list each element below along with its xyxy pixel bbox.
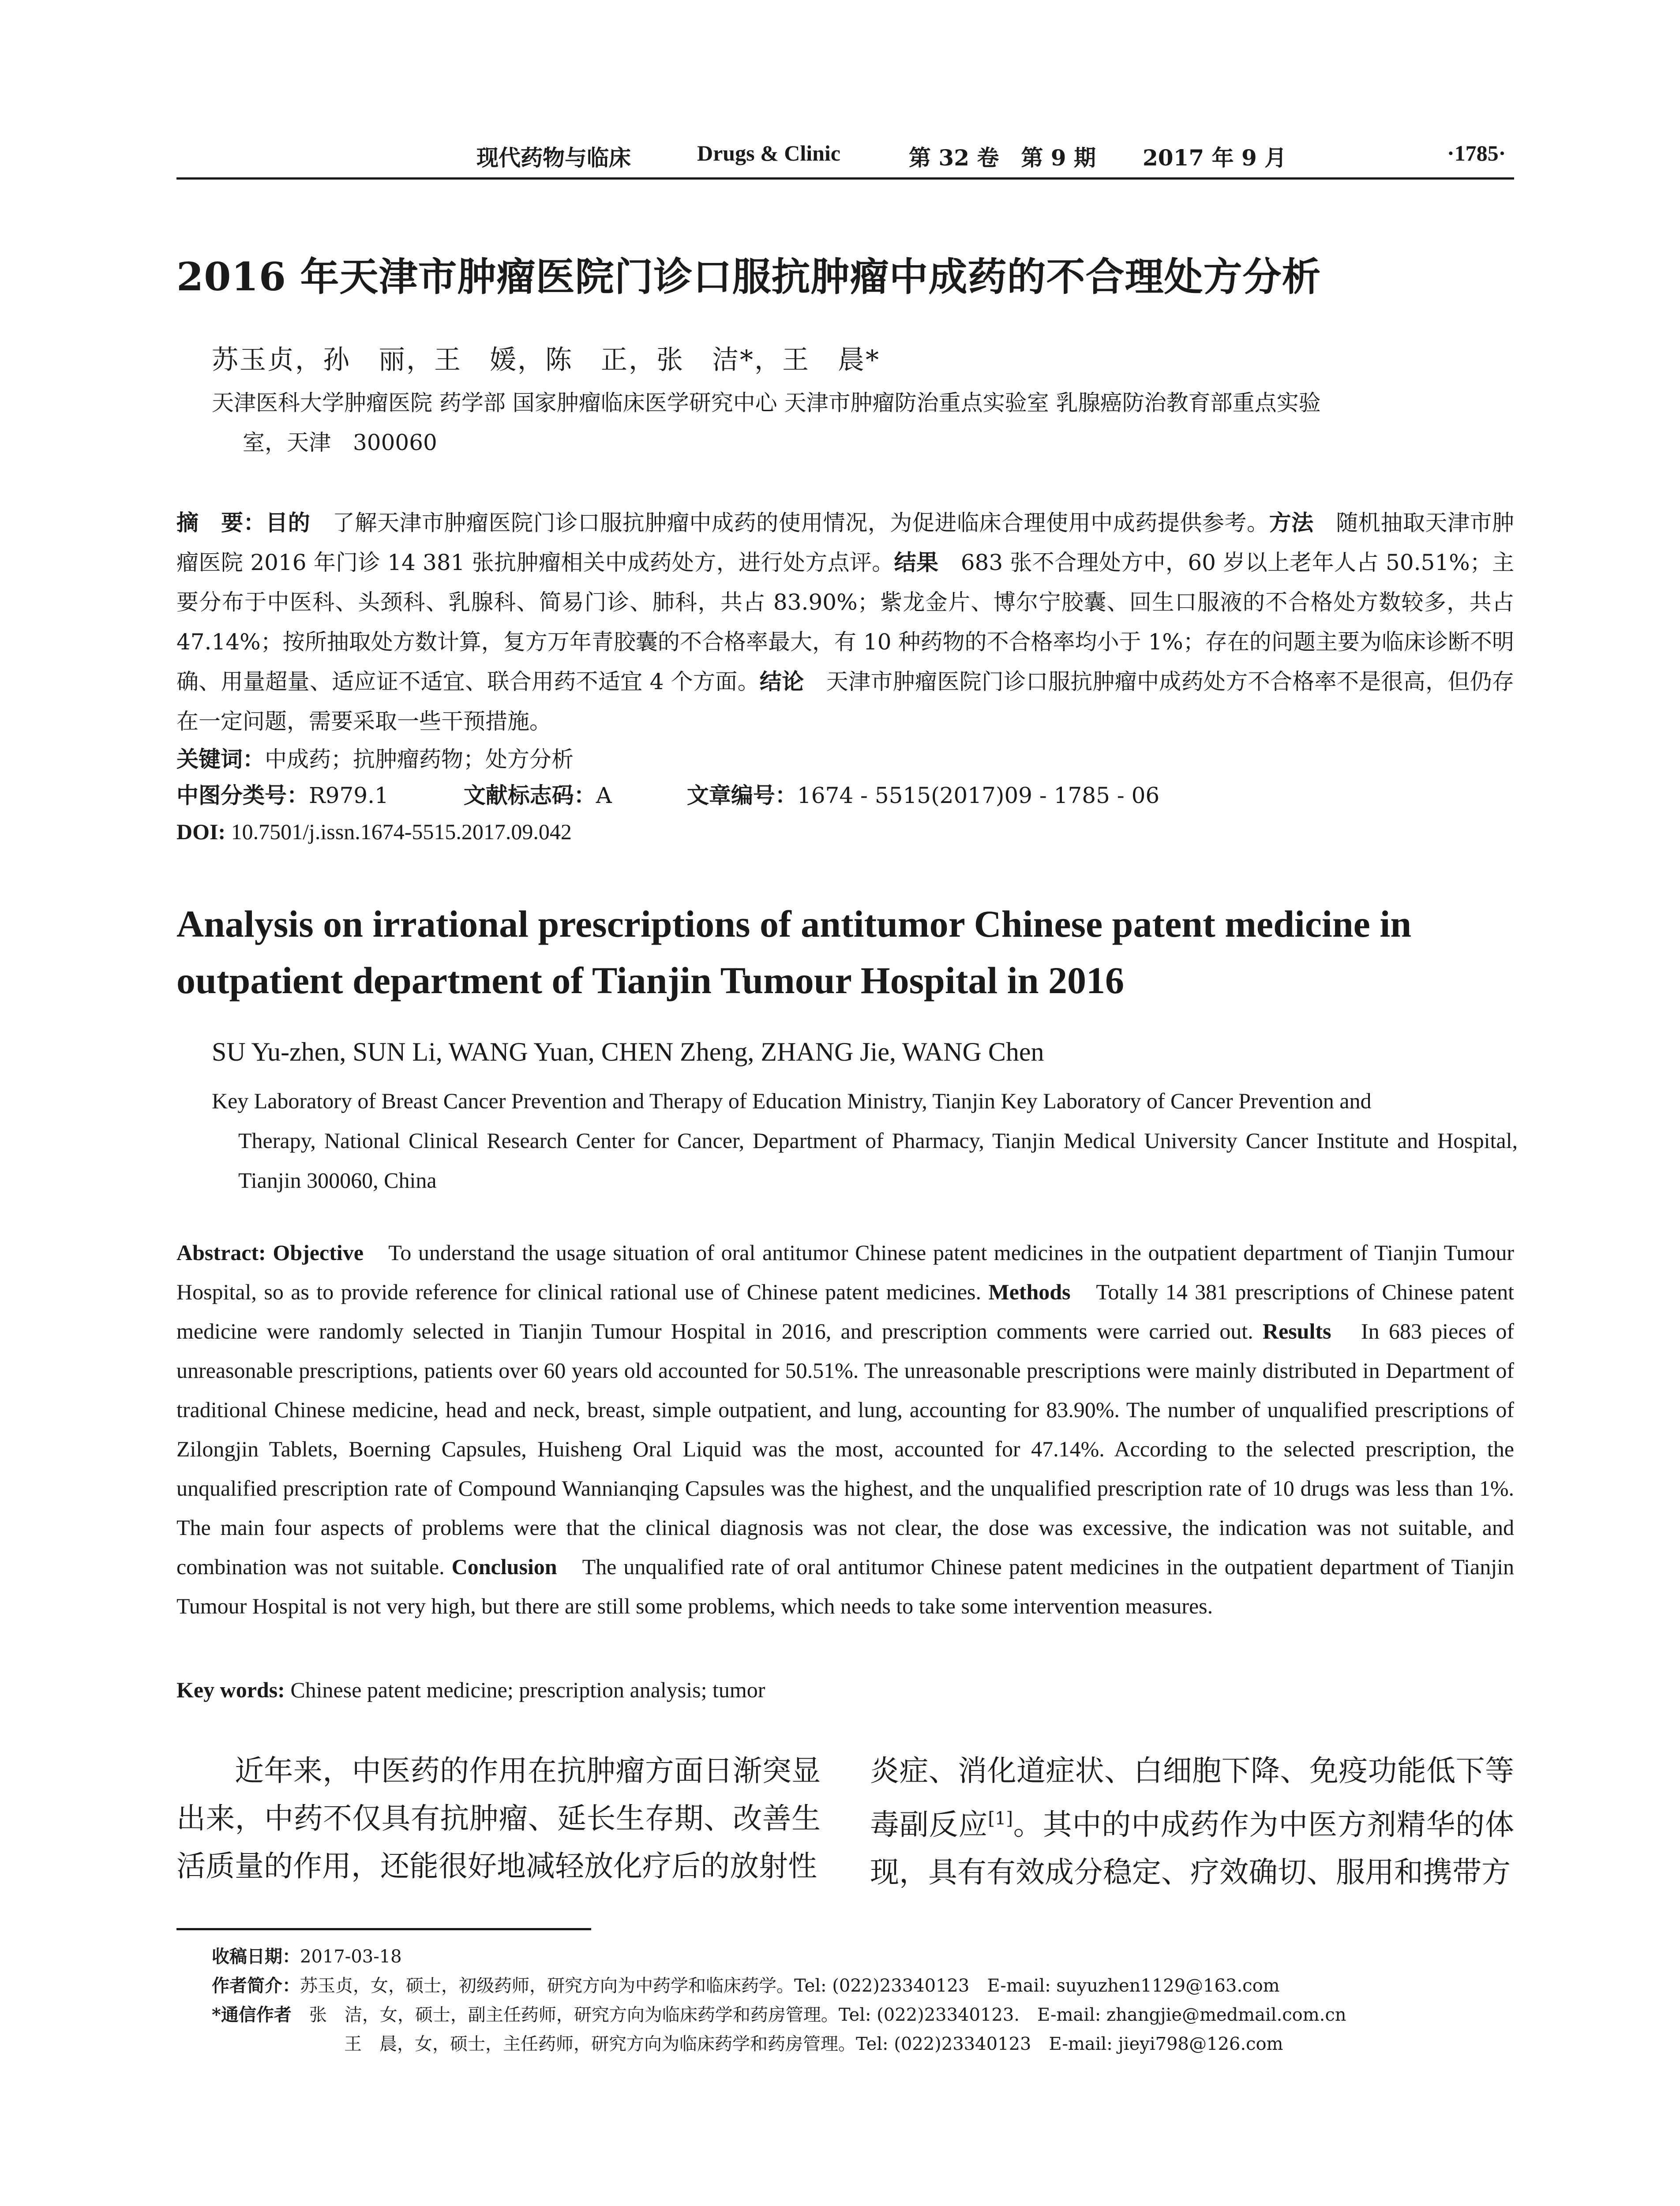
corresponding-author-1: 张 洁，女，硕士，副主任药师，研究方向为临床药学和药房管理。Tel: (022)23340123. E-mail: zhangjie@medmail.com.cn [291,2005,1346,2025]
affiliation-en [212,1081,1518,1200]
issue-date: 2017 年 9 月 [1143,145,1287,171]
objective-cn-text: 了解天津市肿瘤医院门诊口服抗肿瘤中成药的使用情况，为促进临床合理使用中成药提供参考。 [310,510,1269,536]
methods-en-text: Totally 14 381 prescriptions of Chinese patent medicine were randomly selected in Tianjin Tumour Hospital in 2016, and prescription comments were carried out. [176,1279,1514,1343]
affiliation-en-line-1: Key Laboratory of Breast Cancer Prevention and Therapy of Education Ministry, Tianjin Key Laboratory of Cancer Prevention and [212,1088,1372,1113]
doc-code-label: 文献标志码： [463,782,596,808]
conclusion-en-label: Conclusion [451,1554,557,1579]
body-column-right [870,1747,1514,1896]
abstract-en [176,1233,1514,1626]
footnote-corresponding-2 [212,2030,1526,2059]
affiliation-en-line-2: Therapy, National Clinical Research Center for Cancer, Department of Pharmacy, Tianjin Medical University Cancer Institute and Hospital, Tianjin 300060, China [238,1128,1518,1193]
results-en-text: In 683 pieces of unreasonable prescriptions, patients over 60 years old accounted for 50.51%. The unreasonable prescriptions were mainly distributed in Department of traditional Chinese medicine, head and neck, breast, simple outpatient, and lung, accounting for 83.90%. The number of unqualified prescriptions of Zilongjin Tablets, Boerning Capsules, Huisheng Oral Liquid was the most, accounted for 47.14%. According to the selected prescription, the unqualified prescription rate of Compound Wannianqing Capsules was the highest, and the unqualified prescription rate of 10 drugs was less than 1%. The main four aspects of problems were that the clinical diagnosis was not clear, the dose was excessive, the indication was not suitable, and combination was not suitable. [176,1319,1514,1579]
keywords-cn-label: 关键词： [176,746,265,772]
corresponding-label: *通信作者 [212,2004,292,2025]
results-cn-text: 683 张不合理处方中，60 岁以上老年人占 50.51%；主要分布于中医科、头颈科、乳腺科、简易门诊、肺科，共占 83.90%；紫龙金片、博尔宁胶囊、回生口服液的不合格处方数较多，共占 47.14%；按所抽取处方数计算，复方万年青胶囊的不合格率最大，有 10 种药物的不合格率均小于 1%；存在的问题主要为临床诊断不明确、用量超量、适应证不适宜、联合用药不适宜 4 个方面。 [176,550,1515,694]
footnotes [212,1942,1526,2059]
abstract-en-label: Abstract: [176,1240,266,1265]
doi-value: 10.7501/j.issn.1674-5515.2017.09.042 [225,819,572,844]
affiliation-cn [212,383,1526,462]
running-header [176,140,1514,176]
methods-cn-text: 随机抽取天津市肿瘤医院 2016 年门诊 14 381 张抗肿瘤相关中成药处方，进行处方点评。 [176,510,1515,575]
results-en-label: Results [1262,1319,1331,1343]
author-bio-text: 苏玉贞，女，硕士，初级药师，研究方向为中药学和临床药学。Tel: (022)23340123 E-mail: suyuzhen1129@163.com [300,1976,1280,1996]
article-number-value: 1674 - 5515(2017)09 - 1785 - 06 [797,783,1160,808]
author-bio-label: 作者简介： [212,1975,300,1996]
page-number: ·1785· [1447,141,1506,165]
results-cn-label: 结果 [894,549,939,575]
volume-issue: 第 32 卷 第 9 期 [909,145,1096,171]
corresponding-author-2: 王 晨，女，硕士，主任药师，研究方向为临床药学和药房管理。Tel: (022)23340123 E-mail: jieyi798@126.com [344,2034,1283,2054]
classification-line [176,777,1514,814]
doi-label: DOI: [176,819,226,844]
methods-en-label: Methods [988,1279,1071,1304]
conclusion-cn-label: 结论 [759,668,804,694]
conclusion-en-text: The unqualified rate of oral antitumor Chinese patent medicines in the outpatient department of Tianjin Tumour Hospital is not very high, but there are still some problems, which needs to take some intervention measures. [176,1554,1515,1618]
article-number-label: 文章编号： [686,782,797,808]
doi-line [176,814,1514,850]
conclusion-cn-text: 天津市肿瘤医院门诊口服抗肿瘤中成药处方不合格率不是很高，但仍存在一定问题，需要采取一些干预措施。 [176,669,1515,734]
received-date: 2017-03-18 [300,1947,402,1967]
keywords-en-label: Key words: [176,1677,285,1702]
footnote-received [212,1942,1526,1971]
citation-ref[interactable]: [1] [988,1808,1013,1829]
footnote-rule [176,1928,591,1930]
authors-cn: 苏玉贞，孙 丽，王 媛，陈 正，张 洁*，王 晨* [212,345,880,375]
title-en: Analysis on irrational prescriptions of antitumor Chinese patent medicine in outpatient department of Tianjin Tumour Hospital in 2016 [176,903,1412,1002]
clc-value: R979.1 [309,783,389,808]
abstract-cn-label: 摘 要： [176,510,266,536]
clc-label: 中图分类号： [176,782,309,808]
authors-en: SU Yu-zhen, SUN Li, WANG Yuan, CHEN Zheng, ZHANG Jie, WANG Chen [212,1037,1044,1066]
objective-en-label: Objective [273,1240,364,1265]
keywords-cn-text: 中成药；抗肿瘤药物；处方分析 [265,747,574,772]
footnote-author-bio [212,1971,1526,2000]
footnote-corresponding-1 [212,2000,1526,2030]
keywords-en-text: Chinese patent medicine; prescription analysis; tumor [285,1677,765,1702]
keywords-en [176,1670,1514,1710]
title-cn: 2016 年天津市肿瘤医院门诊口服抗肿瘤中成药的不合理处方分析 [176,254,1321,300]
body-right-text-a: 炎症、消化道症状、白细胞下降、免疫功能低下等毒副反应 [870,1754,1514,1842]
methods-cn-label: 方法 [1269,510,1314,536]
objective-cn-label: 目的 [266,510,311,536]
doc-code-value: A [596,783,612,808]
body-column-left [176,1747,821,1890]
abstract-cn-body [176,503,1514,741]
journal-name-en: Drugs & Clinic [697,141,840,165]
affiliation-cn-line-1: 天津医科大学肿瘤医院 药学部 国家肿瘤临床医学研究中心 天津市肿瘤防治重点实验室 乳腺癌防治教育部重点实验 [212,390,1321,416]
affiliation-cn-line-2: 室，天津 300060 [243,430,437,455]
received-label: 收稿日期： [212,1946,300,1967]
body-paragraph: 近年来，中医药的作用在抗肿瘤方面日渐突显出来，中药不仅具有抗肿瘤、延长生存期、改善生活质量的作用，还能很好地减轻放化疗后的放射性 [176,1754,821,1883]
objective-en-text: To understand the usage situation of oral antitumor Chinese patent medicines in the outpatient department of Tianjin Tumour Hospital, so as to provide reference for clinical rational use of Chinese patent medicines. [176,1240,1514,1304]
body-paragraph-continued [870,1747,1514,1896]
keywords-cn [176,741,1514,777]
journal-name-cn: 现代药物与临床 [476,145,631,171]
abstract-cn [176,503,1514,850]
header-rule [176,177,1514,180]
body-right-text-b: 。其中的中成药作为中医方剂精华的体现，具有有效成分稳定、疗效确切、服用和携带方 [870,1808,1515,1889]
